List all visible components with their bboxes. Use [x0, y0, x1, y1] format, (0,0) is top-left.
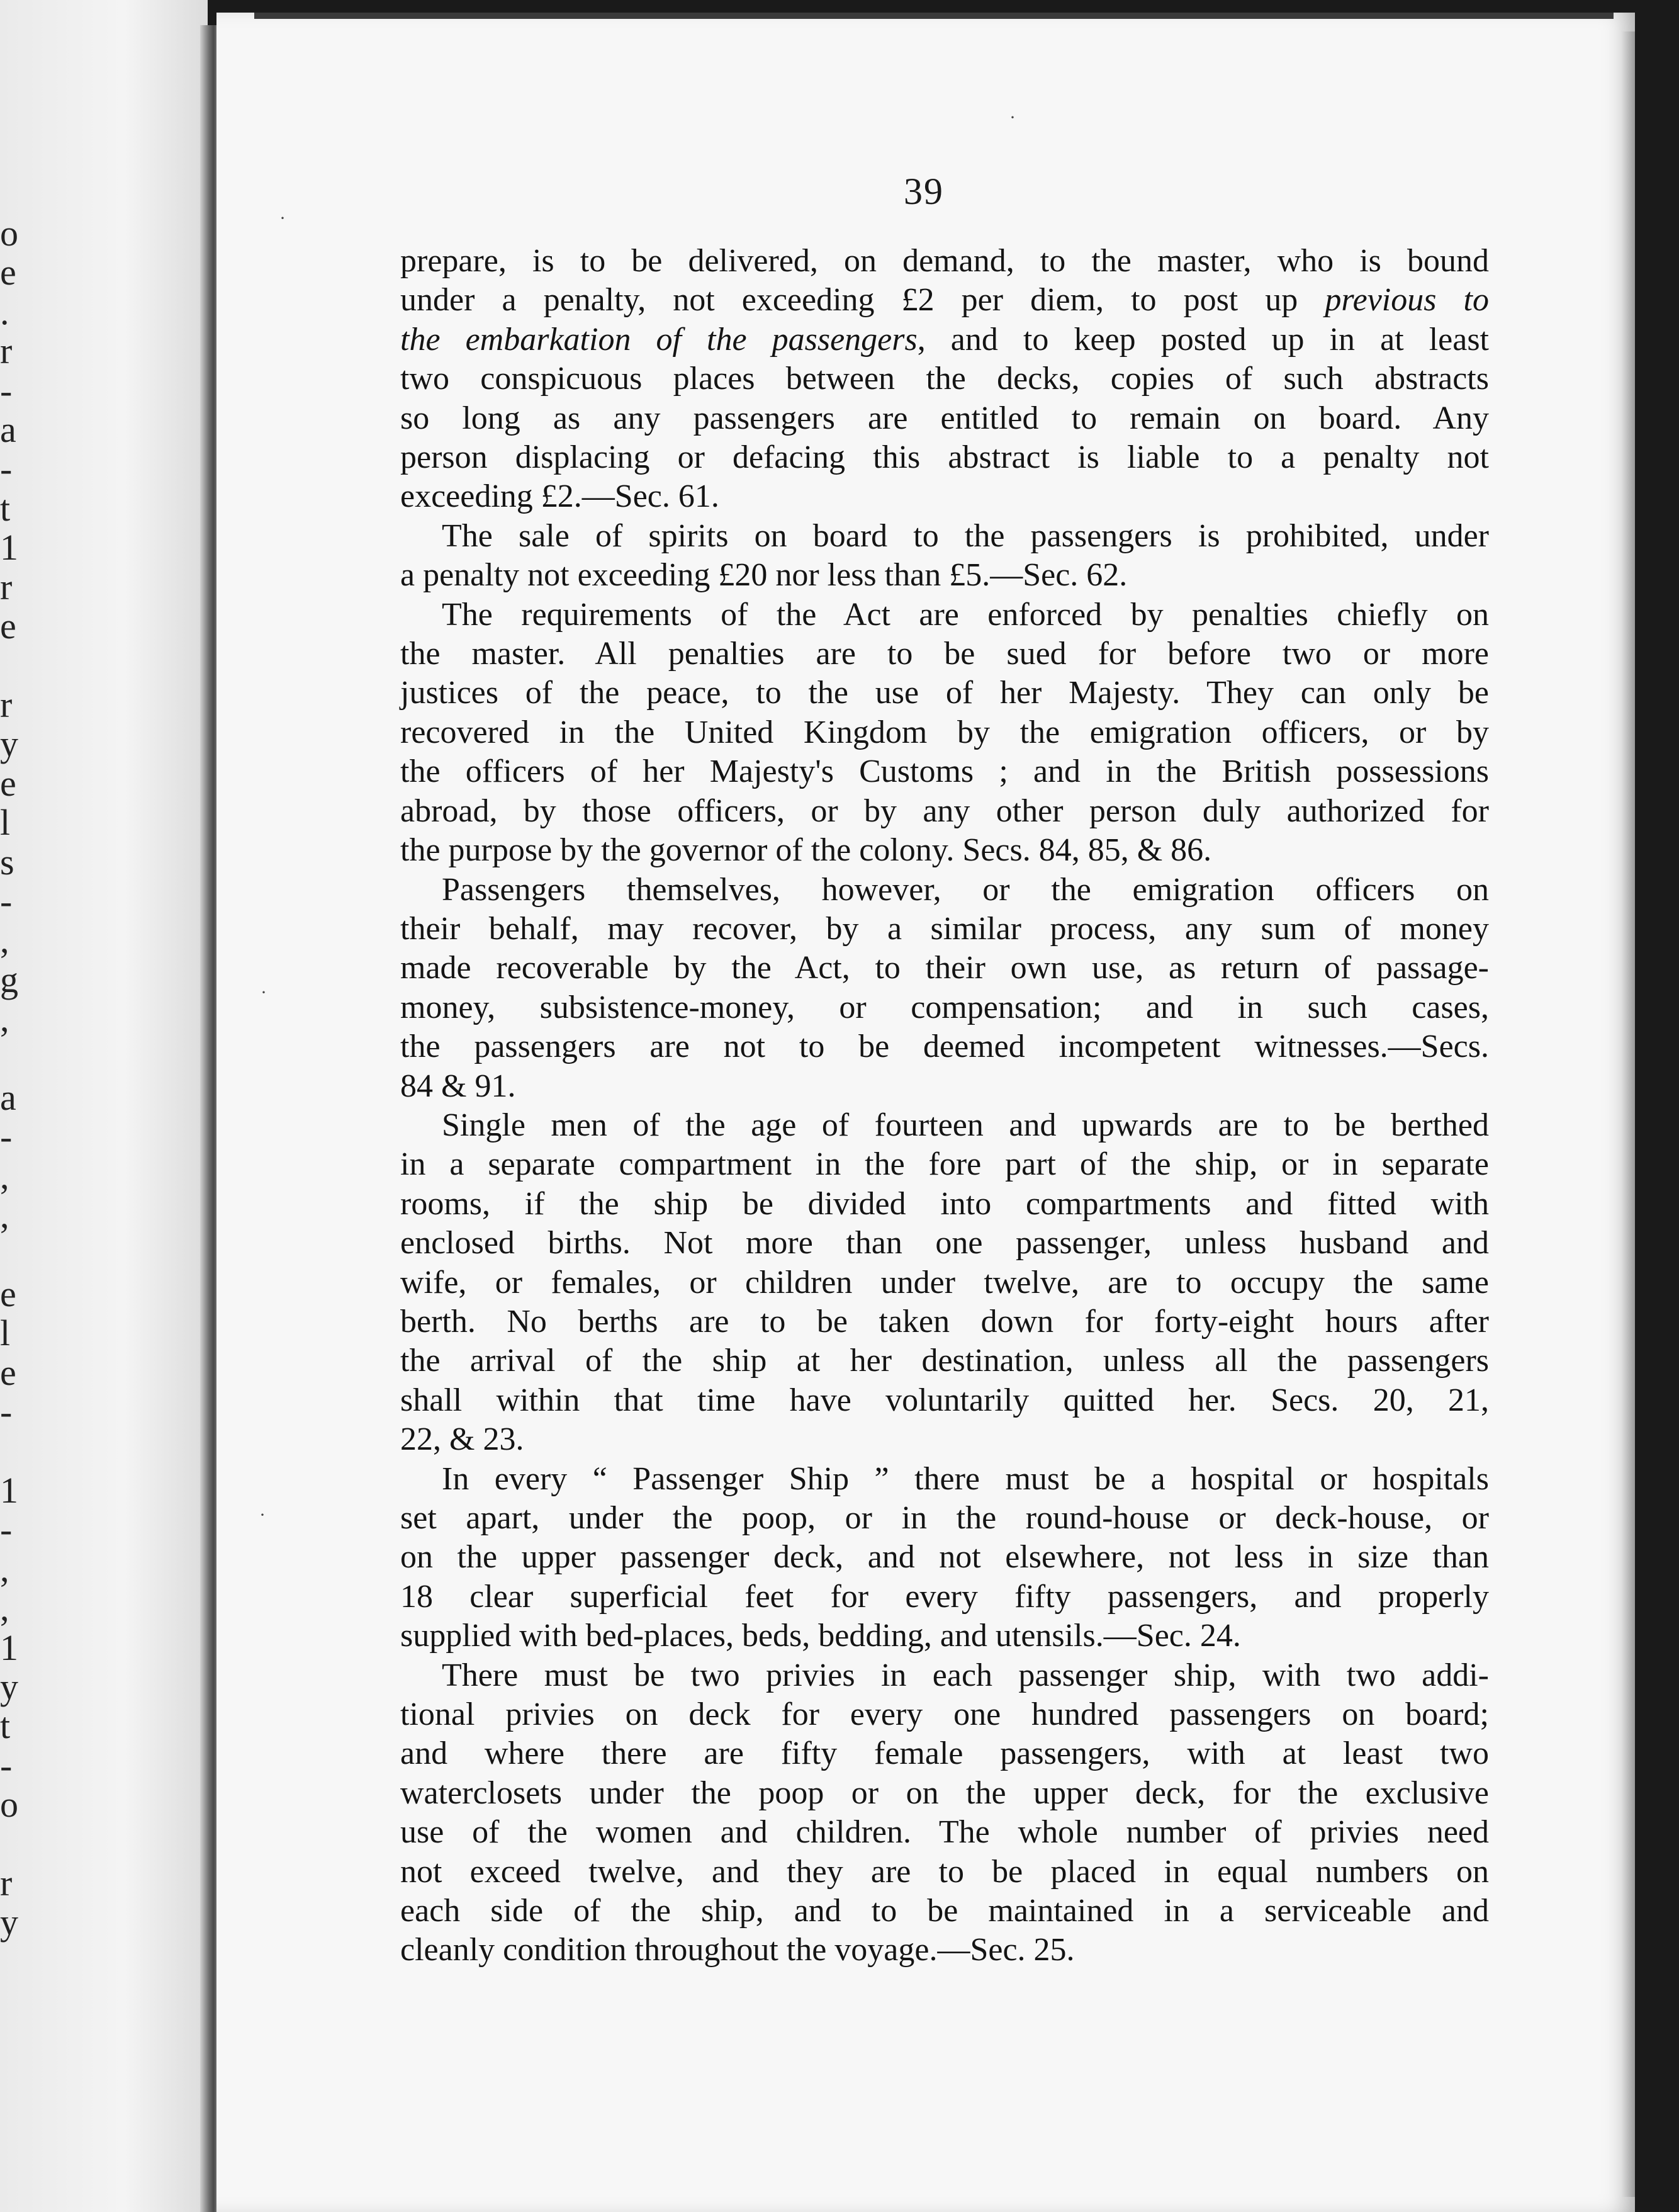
facing-page-glyph: o	[0, 213, 18, 254]
text-line: recovered in the United Kingdom by the emigration officers, or by	[400, 714, 1489, 750]
text-line: 22, & 23.	[400, 1421, 524, 1458]
text-line: the arrival of the ship at her destination, unless all the passengers	[400, 1343, 1489, 1379]
page-right-edge	[1621, 31, 1635, 2197]
body-text	[400, 242, 1489, 1970]
facing-page-glyph: -	[0, 1391, 13, 1433]
facing-page-glyph: 1	[0, 1470, 18, 1511]
facing-page-glyph: y	[0, 1666, 18, 1708]
facing-page-glyph: r	[0, 330, 13, 372]
page-top-shadow	[254, 13, 1614, 19]
text-line: rooms, if the ship be divided into compartments and fitted with	[400, 1185, 1489, 1222]
text-line: their behalf, may recover, by a similar process, any sum of money	[400, 910, 1489, 947]
facing-page-glyph: r	[0, 1863, 13, 1904]
paragraph-p1	[400, 242, 1489, 517]
text-line: The sale of spirits on board to the passengers is prohibited, under	[442, 517, 1489, 554]
text-line: justices of the peace, to the use of her Majesty. They can only be	[400, 675, 1489, 711]
facing-page-edge	[0, 0, 208, 2212]
text-line: person displacing or defacing this abstract is liable to a penalty not	[400, 439, 1489, 476]
facing-page-glyph: y	[0, 723, 18, 765]
facing-page-glyph: l	[0, 1312, 11, 1354]
facing-page-glyph: y	[0, 1902, 18, 1943]
facing-page-glyph: e	[0, 1351, 16, 1393]
facing-page-glyph: e	[0, 252, 16, 293]
facing-page-glyph: t	[0, 487, 11, 529]
facing-page-glyph: -	[0, 448, 13, 490]
text-line: the officers of her Majesty's Customs ; and in the British possessions	[400, 753, 1489, 790]
text-line: the purpose by the governor of the colony. Secs. 84, 85, & 86.	[400, 832, 1212, 869]
facing-page-glyph: l	[0, 802, 11, 844]
facing-page-glyph: s	[0, 841, 14, 883]
text-line: made recoverable by the Act, to their own use, as return of passage-	[400, 950, 1489, 986]
italic-phrase: previous to	[1325, 282, 1489, 319]
text-line: so long as any passengers are entitled to remain on board. Any	[400, 400, 1489, 436]
text-line: the master. All penalties are to be sued for before two or more	[400, 636, 1489, 672]
page-number: 39	[904, 171, 944, 212]
paragraph-p6	[400, 1460, 1489, 1656]
paragraph-p7	[400, 1656, 1489, 1970]
facing-page-glyph: a	[0, 1076, 16, 1118]
paper-speck: ·	[261, 982, 267, 1003]
facing-page-glyph: ,	[0, 1548, 9, 1589]
text-line: berth. No berths are to be taken down for forty-eight hours after	[400, 1303, 1489, 1340]
paragraph-p4	[400, 871, 1489, 1106]
text-line: prepare, is to be delivered, on demand, to the master, who is bound	[400, 243, 1489, 279]
text-line: In every “ Passenger Ship ” there must be a hospital or hospitals	[442, 1460, 1489, 1497]
facing-page-glyph: e	[0, 762, 16, 804]
facing-page-glyph: ,	[0, 1588, 9, 1629]
text-line: under a penalty, not exceeding £2 per diem, to post up previous to	[400, 282, 1489, 319]
facing-page-glyph	[0, 1432, 25, 1471]
paper-speck: ·	[1009, 107, 1016, 128]
text-line: wife, or females, or children under twelve, are to occupy the same	[400, 1264, 1489, 1301]
text-line: 84 & 91.	[400, 1068, 516, 1104]
facing-page-glyph	[0, 1039, 25, 1078]
text-line: 18 clear superficial feet for every fifty passengers, and properly	[400, 1578, 1489, 1615]
facing-page-glyph: 1	[0, 527, 18, 568]
paragraph-p5	[400, 1106, 1489, 1460]
facing-page-glyph: ,	[0, 1195, 9, 1236]
paper-speck: ·	[279, 208, 286, 229]
facing-page-glyphs	[0, 214, 25, 1943]
book-page	[216, 13, 1635, 2212]
facing-page-glyph: -	[0, 1744, 13, 1786]
text-line: tional privies on deck for every one hundred passengers on board;	[400, 1696, 1489, 1733]
facing-page-glyph: 1	[0, 1627, 18, 1668]
text-line: on the upper passenger deck, and not elsewhere, not less in size than	[400, 1539, 1489, 1576]
facing-page-glyph: r	[0, 566, 13, 607]
text-line: a penalty not exceeding £20 nor less than £5.—Sec. 62.	[400, 557, 1128, 594]
text-line: Single men of the age of fourteen and upwards are to be berthed	[442, 1107, 1489, 1143]
facing-page-glyph: e	[0, 606, 16, 647]
text-line: two conspicuous places between the decks, copies of such abstracts	[400, 361, 1489, 397]
text-line: the passengers are not to be deemed incompetent witnesses.—Secs.	[400, 1029, 1489, 1065]
text-line: each side of the ship, and to be maintained in a serviceable and	[400, 1893, 1489, 1929]
text-line: in a separate compartment in the fore part of the ship, or in separate	[400, 1146, 1489, 1183]
text-line: and where there are fifty female passengers, with at least two	[400, 1735, 1489, 1772]
text-line: set apart, under the poop, or in the round-house or deck-house, or	[400, 1500, 1489, 1536]
facing-page-glyph: -	[0, 1116, 13, 1158]
text-line: enclosed births. Not more than one passenger, unless husband and	[400, 1225, 1489, 1261]
text-line: abroad, by those officers, or by any other person duly authorized for	[400, 793, 1489, 829]
facing-page-glyph	[0, 646, 25, 685]
facing-page-glyph: t	[0, 1705, 11, 1747]
text-line: supplied with bed-places, beds, bedding, and utensils.—Sec. 24.	[400, 1618, 1241, 1654]
paragraph-p3	[400, 595, 1489, 871]
facing-page-glyph: -	[0, 370, 13, 411]
text-line: exceeding £2.—Sec. 61.	[400, 478, 719, 515]
text-line: cleanly condition throughout the voyage.—Sec. 25.	[400, 1932, 1075, 1968]
facing-page-glyph: o	[0, 1784, 18, 1825]
text-line: the embarkation of the passengers, and to keep posted up in at least	[400, 321, 1490, 358]
text-line: shall within that time have voluntarily quitted her. Secs. 20, 21,	[400, 1382, 1489, 1418]
facing-page-glyph: ,	[0, 1155, 9, 1197]
facing-page-glyph: ,	[0, 920, 9, 961]
italic-phrase: the embarkation of the passengers	[400, 321, 918, 358]
facing-page-glyph: -	[0, 880, 13, 922]
text-line: waterclosets under the poop or on the upper deck, for the exclusive	[400, 1775, 1489, 1811]
facing-page-glyph: .	[0, 291, 9, 332]
paragraph-p2	[400, 517, 1489, 595]
facing-page-glyph: g	[0, 959, 18, 1000]
facing-page-glyph: a	[0, 409, 16, 451]
text-line: not exceed twelve, and they are to be placed in equal numbers on	[400, 1853, 1489, 1890]
facing-page-glyph: -	[0, 1509, 13, 1550]
text-line: The requirements of the Act are enforced by penalties chiefly on	[442, 596, 1489, 633]
text-line: There must be two privies in each passenger ship, with two addi-	[442, 1657, 1489, 1693]
text-line: use of the women and children. The whole number of privies need	[400, 1814, 1489, 1851]
facing-page-glyph	[0, 1236, 25, 1275]
facing-page-glyph	[0, 1825, 25, 1864]
text-line: Passengers themselves, however, or the emigration officers on	[442, 871, 1489, 908]
facing-page-glyph: e	[0, 1273, 16, 1314]
text-line: money, subsistence-money, or compensation; and in such cases,	[400, 989, 1489, 1025]
facing-page-glyph: ,	[0, 998, 9, 1040]
paper-speck: ·	[259, 1504, 266, 1525]
facing-page-glyph: r	[0, 684, 13, 725]
